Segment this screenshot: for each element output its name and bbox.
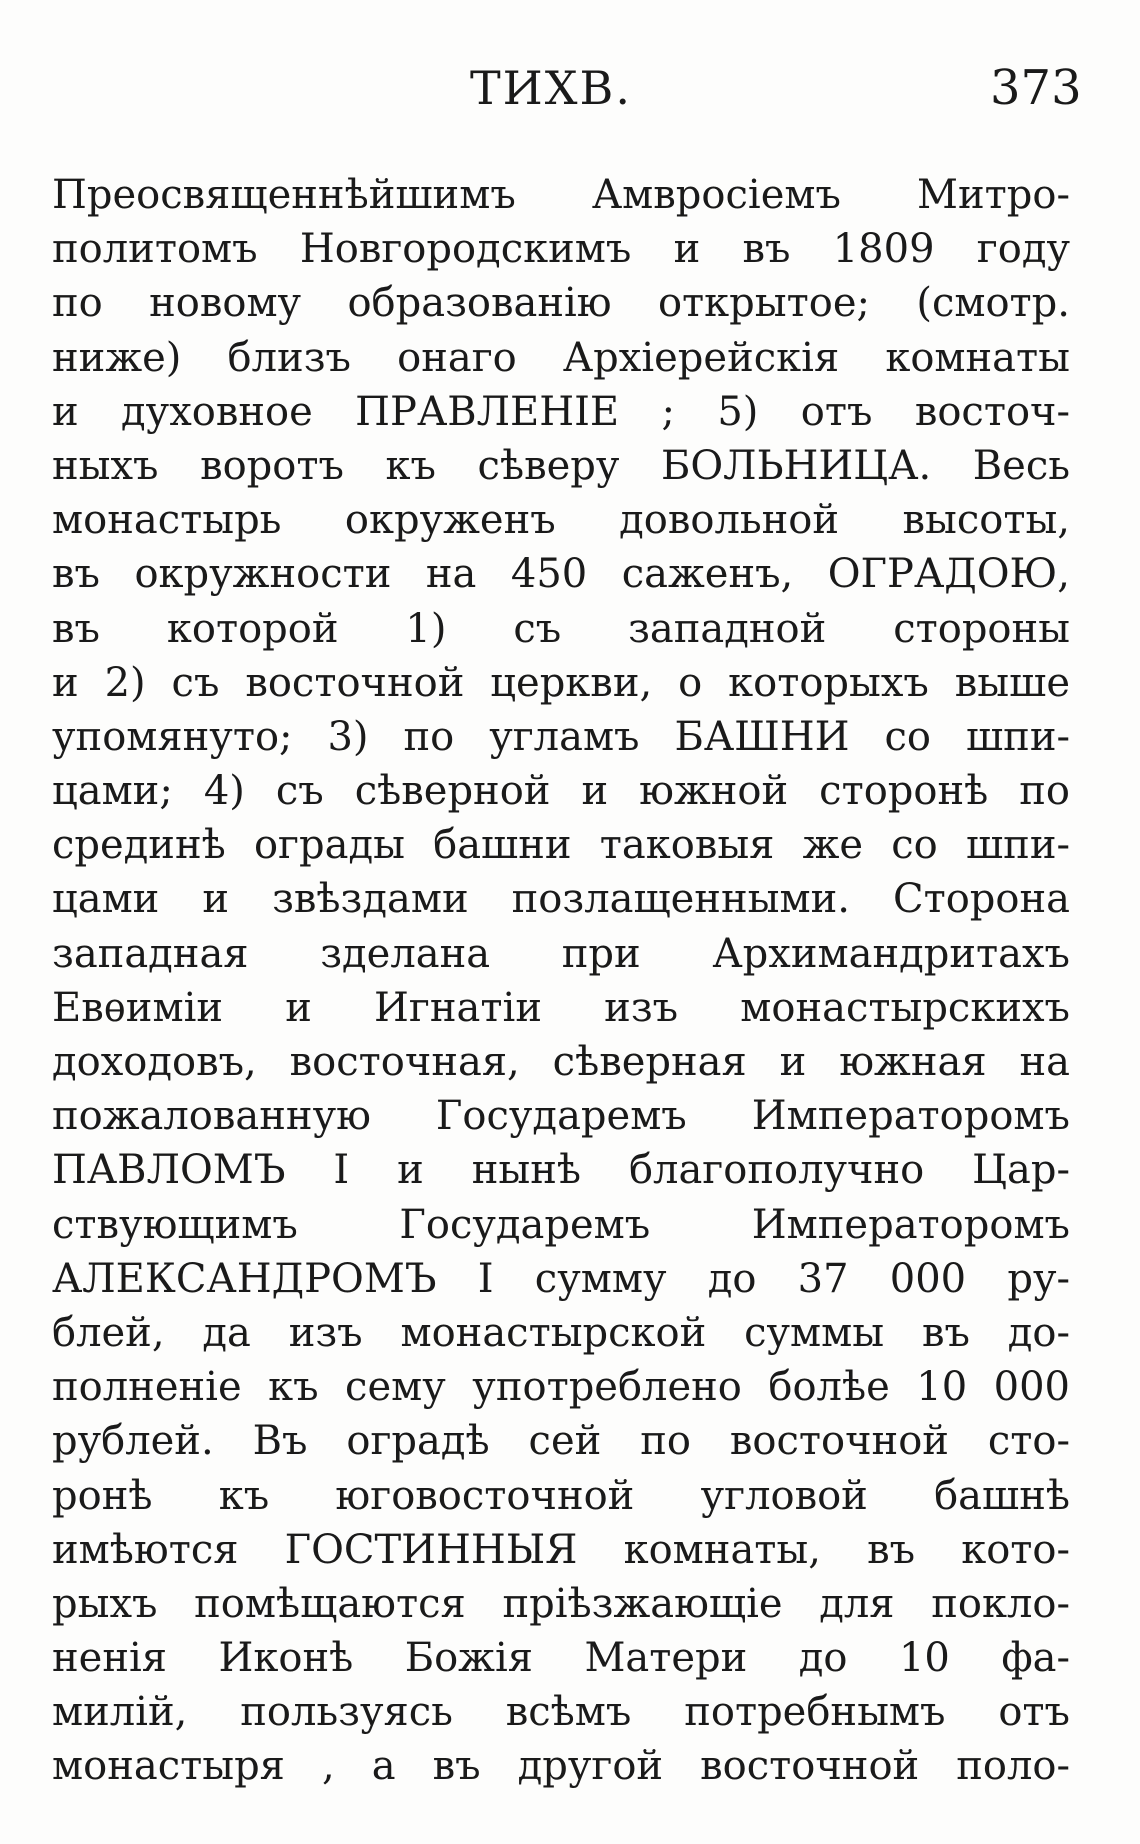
- text-line: АЛЕКСАНДРОМЪ I сумму до 37 000 ру-: [52, 1255, 1070, 1302]
- running-title: ТИХВ.: [470, 61, 632, 115]
- text-line: цами и звѣздами позлащенными. Сторона: [52, 876, 1070, 923]
- text-line: рыхъ помѣщаются пріѣзжающіе для покло-: [52, 1580, 1070, 1627]
- text-line: срединѣ ограды башни таковыя же со шпи-: [52, 822, 1070, 869]
- body-text: [52, 168, 1070, 1794]
- page-number: 373: [990, 60, 1082, 116]
- text-line: блей, да изъ монастырской суммы въ до-: [52, 1309, 1070, 1356]
- text-line: ствующимъ Государемъ Императоромъ: [52, 1201, 1070, 1248]
- text-line: монастыря , а въ другой восточной поло-: [52, 1743, 1070, 1790]
- text-line: упомянуто; 3) по угламъ БАШНИ со шпи-: [52, 713, 1070, 760]
- text-line: ненія Иконѣ Божія Матери до 10 фа-: [52, 1635, 1070, 1682]
- text-line: монастырь окруженъ довольной высоты,: [52, 497, 1070, 544]
- text-line: Евѳиміи и Игнатіи изъ монастырскихъ: [52, 984, 1070, 1031]
- text-line: пожалованную Государемъ Императоромъ: [52, 1093, 1070, 1140]
- text-line: полненіе къ сему употреблено болѣе 10 000: [52, 1364, 1070, 1411]
- text-line: въ которой 1) съ западной стороны: [52, 605, 1070, 652]
- text-line: и духовное ПРАВЛЕНІЕ ; 5) отъ восточ-: [52, 388, 1070, 435]
- text-line: Преосвященнѣйшимъ Амвросіемъ Митро-: [52, 172, 1070, 218]
- text-line: въ окружности на 450 саженъ, ОГРАДОЮ,: [52, 551, 1070, 598]
- text-line: цами; 4) съ сѣверной и южной сторонѣ по: [52, 768, 1070, 815]
- text-line: ронѣ къ юговосточной угловой башнѣ: [52, 1472, 1070, 1519]
- text-line: ныхъ воротъ къ сѣверу БОЛЬНИЦА. Весь: [52, 442, 1070, 489]
- text-line: рублей. Въ оградѣ сей по восточной сто-: [52, 1418, 1070, 1465]
- text-line: милій, пользуясь всѣмъ потребнымъ отъ: [52, 1689, 1070, 1736]
- text-line: ниже) близъ онаго Архіерейскія комнаты: [52, 334, 1070, 381]
- text-line: политомъ Новгородскимъ и въ 1809 году: [52, 226, 1070, 273]
- text-line: по новому образованію открытое; (смотр.: [52, 280, 1070, 327]
- text-line: доходовъ, восточная, сѣверная и южная на: [52, 1039, 1070, 1085]
- running-head: [0, 58, 1140, 118]
- text-line: имѣются ГОСТИННЫЯ комнаты, въ кото-: [52, 1526, 1070, 1573]
- text-line: западная зделана при Архимандритахъ: [52, 930, 1070, 977]
- text-line: и 2) съ восточной церкви, о которыхъ выше: [52, 659, 1070, 706]
- text-line: ПАВЛОМЪ I и нынѣ благополучно Цар-: [52, 1147, 1070, 1194]
